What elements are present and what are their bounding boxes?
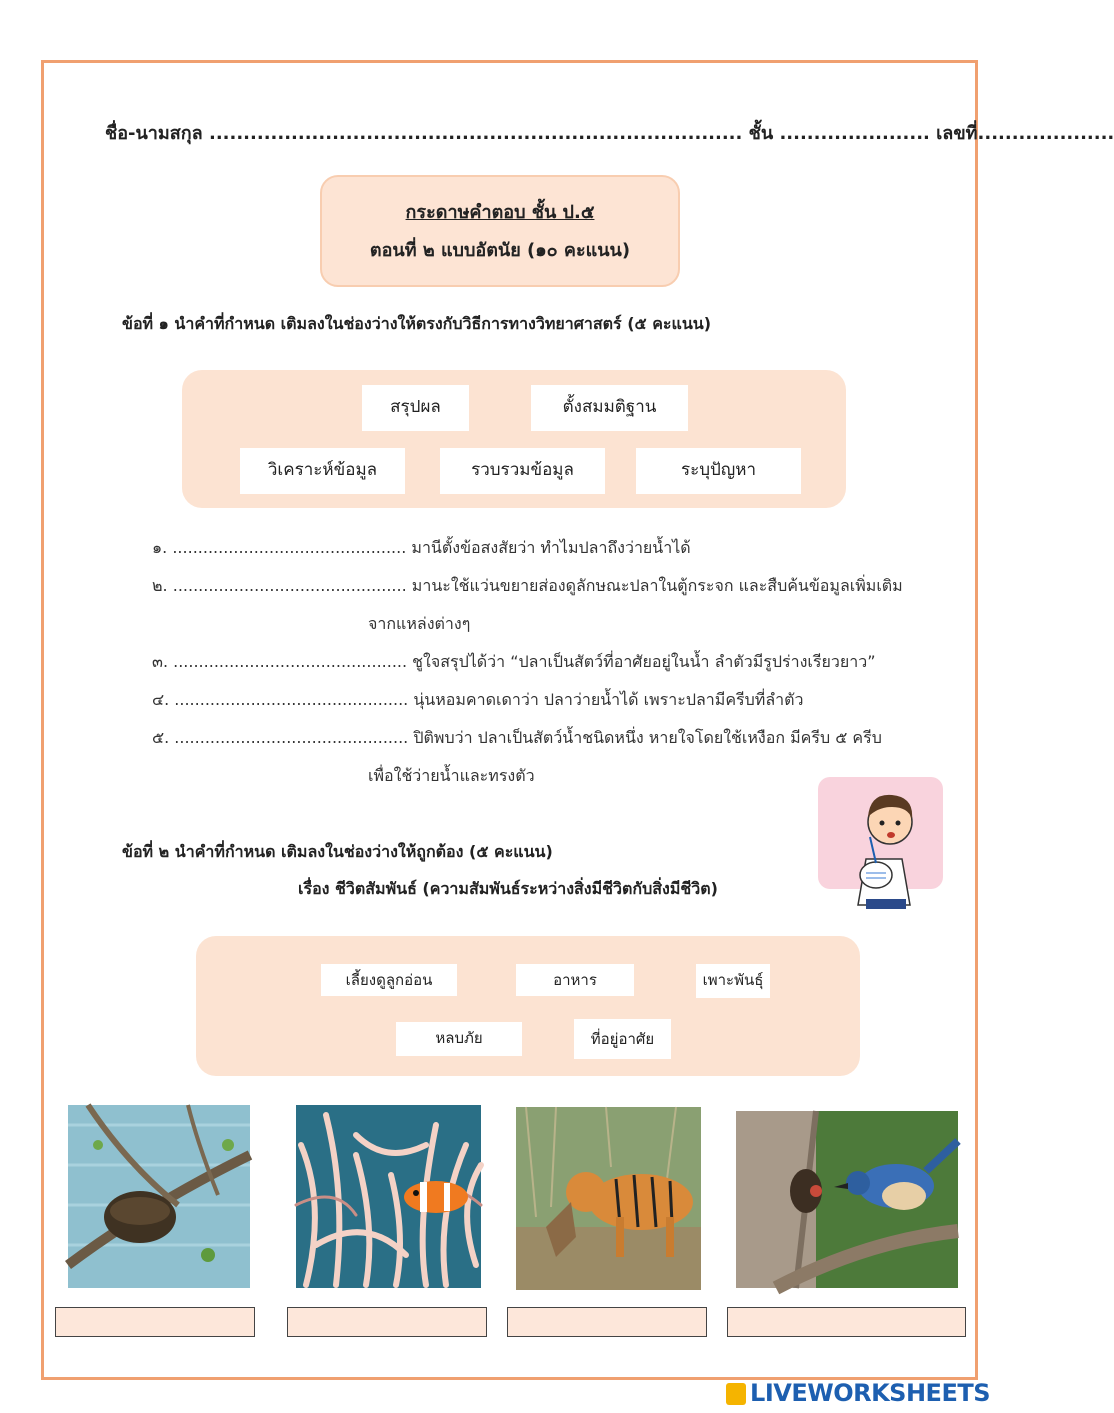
tiger-deer-photo xyxy=(516,1107,701,1290)
clownfish-anemone-photo xyxy=(296,1105,481,1288)
q1-item-5 xyxy=(152,726,882,751)
item-number: ๑. xyxy=(152,538,168,557)
word-food[interactable]: อาหาร xyxy=(516,964,634,996)
word-conclude[interactable]: สรุปผล xyxy=(362,385,469,431)
liveworksheets-logo xyxy=(726,1379,990,1407)
word-collect-data[interactable]: รวบรวมข้อมูล xyxy=(440,448,605,494)
q1-item-5-continued: เพื่อใช้ว่ายน้ำและทรงตัว xyxy=(368,766,535,785)
answer-blank[interactable]: .............................................. xyxy=(174,690,409,709)
worksheet-subtitle: ตอนที่ ๒ แบบอัตนัย (๑๐ คะแนน) xyxy=(369,240,631,261)
student-writing-illustration xyxy=(818,777,943,889)
item-text: ชูใจสรุปได้ว่า “ปลาเป็นสัตว์ที่อาศัยอยู่ในน้ำ ลำตัวมีรูปร่างเรียวยาว” xyxy=(412,652,876,671)
boy-writing-icon xyxy=(818,777,943,912)
worksheet-title: กระดาษคำตอบ ชั้น ป.๕ xyxy=(405,202,595,223)
answer-box-bird[interactable] xyxy=(727,1307,966,1337)
answer-box-clownfish[interactable] xyxy=(287,1307,487,1337)
q1-item-3 xyxy=(152,650,875,675)
number-label: เลขที่ xyxy=(936,123,978,144)
q1-item-2 xyxy=(152,574,903,599)
q1-item-4 xyxy=(152,688,803,713)
item-text: มานีตั้งข้อสงสัยว่า ทำไมปลาถึงว่ายน้ำได้ xyxy=(411,538,691,557)
beehive-photo xyxy=(68,1105,250,1288)
logo-text: LIVEWORKSHEETS xyxy=(750,1379,990,1407)
q2-word-bank xyxy=(196,936,860,1076)
answer-box-tiger[interactable] xyxy=(507,1307,707,1337)
q1-word-bank xyxy=(182,370,846,508)
item-number: ๔. xyxy=(152,690,170,709)
answer-box-beehive[interactable] xyxy=(55,1307,255,1337)
q2-subheading: เรื่อง ชีวิตสัมพันธ์ (ความสัมพันธ์ระหว่างสิ่งมีชีวิตกับสิ่งมีชีวิต) xyxy=(298,879,718,898)
word-shelter[interactable]: หลบภัย xyxy=(396,1022,522,1056)
q1-heading: ข้อที่ ๑ นำคำที่กำหนด เติมลงในช่องว่างให้ตรงกับวิธีการทางวิทยาศาสตร์ (๕ คะแนน) xyxy=(122,314,711,333)
logo-mark-icon xyxy=(726,1383,746,1405)
class-label: ชั้น xyxy=(748,123,774,144)
word-habitat[interactable]: ที่อยู่อาศัย xyxy=(574,1019,671,1059)
word-breeding[interactable]: เพาะพันธุ์ xyxy=(696,964,770,998)
word-raise-young[interactable]: เลี้ยงดูลูกอ่อน xyxy=(321,964,457,996)
q1-item-2-continued: จากแหล่งต่างๆ xyxy=(368,614,471,633)
answer-blank[interactable]: .............................................. xyxy=(173,652,408,671)
item-text: ปิติพบว่า ปลาเป็นสัตว์น้ำชนิดหนึ่ง หายใจโดยใช้เหงือก มีครีบ ๕ ครีบ xyxy=(413,728,882,747)
name-blank: .............................................................................. xyxy=(208,123,743,144)
item-number: ๕. xyxy=(152,728,170,747)
item-number: ๒. xyxy=(152,576,168,595)
answer-blank[interactable]: .............................................. xyxy=(174,728,409,747)
word-identify-problem[interactable]: ระบุปัญหา xyxy=(636,448,801,494)
number-blank: .................... xyxy=(977,123,1114,144)
word-analyze-data[interactable]: วิเคราะห์ข้อมูล xyxy=(240,448,405,494)
q2-heading: ข้อที่ ๒ นำคำที่กำหนด เติมลงในช่องว่างให้ถูกต้อง (๕ คะแนน) xyxy=(122,842,553,861)
item-text: นุ่นหอมคาดเดาว่า ปลาว่ายน้ำได้ เพราะปลามีครีบที่ลำตัว xyxy=(413,690,804,709)
item-number: ๓. xyxy=(152,652,169,671)
bird-feeding-chicks-photo xyxy=(736,1111,958,1288)
class-blank: ...................... xyxy=(779,123,930,144)
item-text: มานะใช้แว่นขยายส่องดูลักษณะปลาในตู้กระจก และสืบค้นข้อมูลเพิ่มเติม xyxy=(411,576,903,595)
q1-item-1 xyxy=(152,536,691,561)
title-box xyxy=(320,175,680,287)
student-info-line xyxy=(105,118,1114,147)
answer-blank[interactable]: .............................................. xyxy=(172,538,407,557)
answer-blank[interactable]: .............................................. xyxy=(172,576,407,595)
word-hypothesis[interactable]: ตั้งสมมติฐาน xyxy=(531,385,688,431)
name-label: ชื่อ-นามสกุล xyxy=(105,123,203,144)
